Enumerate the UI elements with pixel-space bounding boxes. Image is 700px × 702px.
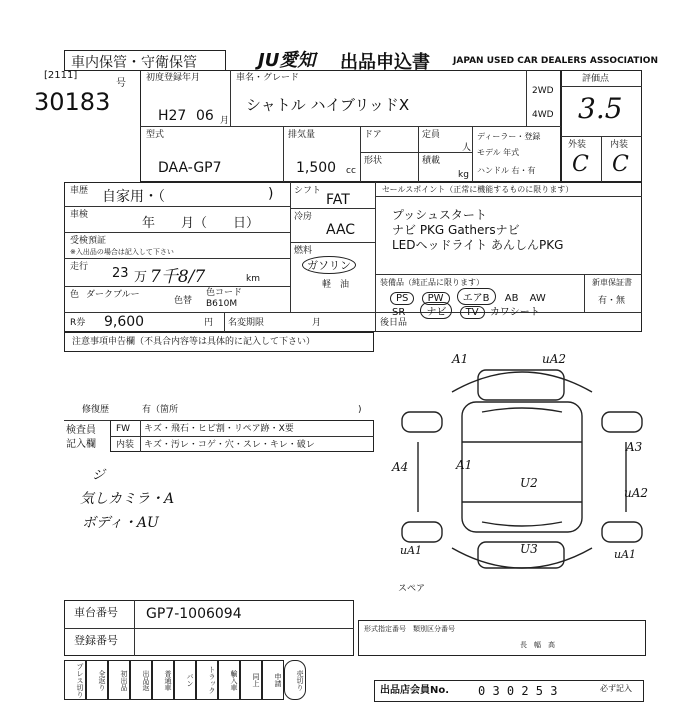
reg-month-unit: 月 [220,116,230,126]
note-mark: ジ [92,468,106,483]
note-line-2: ボディ・AU [82,515,159,531]
eval-score: 3.5 [578,92,623,125]
mileage-rest: 7千8/7 [150,267,206,287]
aircon-label: 冷房 [294,212,313,222]
color-area-label: 色替 [174,296,193,306]
mark-front-a1: A1 [452,352,469,366]
logo: JU愛知 [258,50,316,71]
r-ticket-value: 9,600 [104,314,145,330]
mark-left-ua1: uA1 [400,544,423,557]
exterior-grade: C [572,152,589,177]
car-name: シャトル ハイブリッドX [246,96,410,114]
repair-close: ) [358,405,362,415]
equip-ps: PS [390,292,414,305]
history-value: 自家用・（ [102,189,165,205]
spare-label: スペア [398,584,426,594]
fuel-selected: ガソリン [302,256,356,274]
footer-cell: 全返り [86,660,108,700]
displacement-value: 1,500 [296,160,337,176]
footer-cell: トラック [196,660,218,700]
footer-cell: 普通車 [152,660,174,700]
tax-deadline-label: 名変期限 [228,318,265,328]
mark-right-ua2: uA2 [624,486,649,500]
reg-era: H27 [158,108,187,124]
mark-right-ua1: uA1 [614,548,637,561]
after-label: 後日品 [380,318,408,328]
footer-cell: 初出品 [108,660,130,700]
sales-point-1: プッシュスタート [392,208,487,222]
footer-cells [64,660,306,700]
capacity-label: 定員 [422,130,441,140]
mark-front-ua2: uA2 [542,352,567,366]
member-label: 出品店会員No. [380,685,450,696]
shape-label: 形状 [364,156,383,166]
sales-point-label: セールスポイント（正常に機能するものに限ります） [382,185,574,194]
shaken-label: 車検 [70,210,89,220]
equip-navi: ナビ [420,302,452,319]
equip-row-2 [388,302,540,319]
history-label: 車歴 [70,186,89,196]
car-name-label: 車名・グレード [236,73,300,83]
kg-unit: kg [458,170,469,180]
note-line-1: 気しカミラ・A [80,491,175,507]
loading-label: 積載 [422,156,441,166]
color-label: 色 [70,290,80,300]
drive-2wd: 2WD [532,86,554,96]
equip-aw: AW [529,293,546,304]
reg-month: 06 [196,108,214,124]
r-ticket-label: R券 [70,318,86,328]
footer-cell: 輸入車 [218,660,240,700]
equip-label: 装備品（純正品に限ります） [380,278,484,287]
footer-cell: 出品返 [130,660,152,700]
repair-value: 有（箇所 [142,405,179,415]
mark-roof-u2: U2 [520,476,538,490]
first-reg-label: 初度登録年月 [146,73,201,83]
color-code-label: 色コード [206,288,243,298]
shaken-value: 年 月（ 日） [142,216,260,231]
history-close: ) [268,186,274,202]
aircon-value: AAC [326,222,356,238]
stamp-label: 必ず記入 [600,684,632,693]
yen-unit: 円 [204,318,214,328]
equip-airbag: エアB [457,288,496,305]
interior-label: 内装 [610,140,629,150]
member-number: 0 3 0 2 5 3 [478,684,558,698]
eval-label: 評価点 [582,74,610,84]
form-title: 出品申込書 [340,52,430,73]
model-year-label: モデル 年式 [477,148,520,157]
mark-left-a4: A4 [392,460,409,474]
equip-sr: SR [392,307,406,318]
exterior-label: 外装 [568,140,587,150]
footer-cell: バン [174,660,196,700]
equip-seat: カワシート [489,307,540,318]
km-unit: km [246,274,260,284]
displacement-label: 排気量 [288,130,316,140]
notes-title: 注意事項申告欄（不具合内容等は具体的に記入して下さい） [72,337,316,347]
warranty-label: 新車保証書 [592,278,632,287]
fw-items: キズ・飛石・ヒビ割・リペア跡・X要 [144,424,294,434]
footer-cell: 売切り [284,660,306,700]
mark-hood-a1: A1 [456,458,473,472]
lot-number: 30183 [34,88,111,116]
naiso-items: キズ・汚レ・コゲ・穴・スレ・キレ・破レ [144,440,315,450]
person-unit: 人 [462,143,472,153]
association-name: JAPAN USED CAR DEALERS ASSOCIATION [453,56,658,66]
shift-value: FAT [326,192,350,208]
fuel-other: 軽 油 [322,280,350,290]
mark-rear-u3: U3 [520,542,538,556]
chassis-number: GP7-1006094 [146,606,242,622]
equip-ab: AB [504,293,519,304]
equip-pw: PW [422,292,450,305]
fw-label: FW [116,424,131,434]
mileage-label: 走行 [70,262,89,272]
inspect-label: 検査員 記入欄 [66,425,96,450]
mileage-man: 23 [112,266,129,281]
mileage-prefix: 万 [134,270,148,285]
cc-unit: cc [346,166,356,176]
interior-grade: C [612,152,629,177]
model-label: 型式 [146,130,165,140]
footer-cell: プレス切り [64,660,86,700]
doors-label: ドア [364,130,382,140]
dealer-label: ディーラー・登録 [477,132,541,141]
reg-cols: 形式指定番号 類別区分番号 [364,625,455,633]
warranty-value: 有・無 [598,296,626,306]
fuel-label: 燃料 [294,246,313,256]
shift-label: シフト [294,186,322,196]
lot-suffix: 号 [116,78,126,89]
sales-point-3: LEDヘッドライト あんしんPKG [392,238,564,252]
equip-tv: TV [460,306,485,319]
model-code: DAA-GP7 [158,160,222,176]
chassis-label: 車台番号 [74,606,118,619]
tax-month: 月 [312,318,322,328]
drive-4wd: 4WD [532,110,554,120]
naiso-label: 内装 [116,440,135,450]
footer-cell: 申請 [262,660,284,700]
reg-number-label: 登録番号 [74,634,118,647]
sales-points [392,208,563,253]
reg-dims: 長 幅 高 [520,641,555,649]
small-code: [2111] [44,70,78,81]
recycle-sub: ※入出品の場合は記入して下さい [70,248,174,256]
repair-label: 修復歴 [82,405,110,415]
footer-cell: 同上 [240,660,262,700]
storage-label: 車内保管・守衛保管 [71,55,197,71]
sales-point-2: ナビ PKG Gathersナビ [392,223,520,237]
mark-right-a3: A3 [626,440,643,454]
recycle-label: 受検預証 [70,236,107,246]
color-value: ダークブルー [86,290,140,300]
storage-label-box [64,50,226,71]
color-code: B610M [206,299,238,309]
handle-label: ハンドル 右・有 [477,166,536,175]
